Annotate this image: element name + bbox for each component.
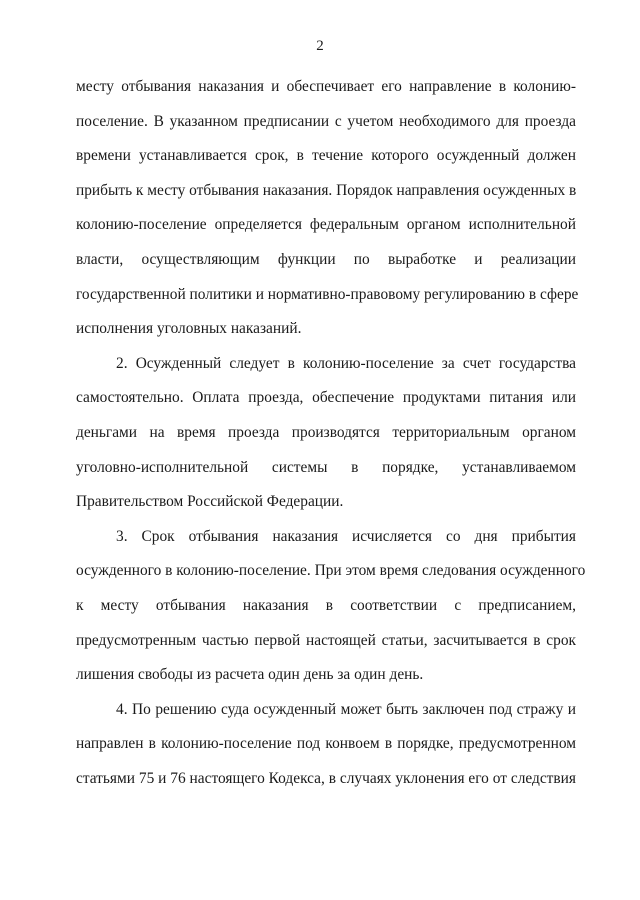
text-line: времени устанавливается срок, в течение которого осужденный должен (76, 147, 576, 165)
paragraph-start-line: 2. Осужденный следует в колонию-поселение за счет государства (116, 354, 576, 372)
text-line: самостоятельно. Оплата проезда, обеспечение продуктами питания или (76, 389, 576, 407)
text-line: прибыть к месту отбывания наказания. Порядок направления осужденных в (76, 181, 577, 199)
text-line: предусмотренным частью первой настоящей статьи, засчитывается в срок (76, 631, 576, 649)
text-line: к месту отбывания наказания в соответствии с предписанием, (76, 596, 576, 614)
text-line: Правительством Российской Федерации. (76, 493, 344, 511)
text-line: направлен в колонию-поселение под конвоем в порядке, предусмотренном (76, 735, 576, 753)
document-body (76, 70, 586, 796)
text-line: поселение. В указанном предписании с учетом необходимого для проезда (76, 112, 576, 130)
text-line: осужденного в колонию-поселение. При этом время следования осужденного (76, 562, 586, 580)
text-line: исполнения уголовных наказаний. (76, 320, 302, 338)
text-line: месту отбывания наказания и обеспечивает его направление в колонию- (76, 78, 576, 95)
text-line: лишения свободы из расчета один день за один день. (76, 666, 424, 684)
text-line: государственной политики и нормативно-правовому регулированию в сфере (76, 285, 579, 303)
text-line: колонию-поселение определяется федеральным органом исполнительной (76, 216, 576, 234)
page-number: 2 (316, 38, 324, 54)
text-line: деньгами на время проезда производятся территориальным органом (76, 423, 576, 441)
paragraph-start-line: 3. Срок отбывания наказания исчисляется со дня прибытия (116, 527, 576, 545)
text-line: статьями 75 и 76 настоящего Кодекса, в случаях уклонения его от следствия (76, 769, 576, 787)
paragraph-start-line: 4. По решению суда осужденный может быть заключен под стражу и (116, 700, 576, 718)
text-line: уголовно-исполнительной системы в порядке, устанавливаемом (76, 458, 576, 476)
text-line: власти, осуществляющим функции по выработке и реализации (76, 250, 576, 268)
